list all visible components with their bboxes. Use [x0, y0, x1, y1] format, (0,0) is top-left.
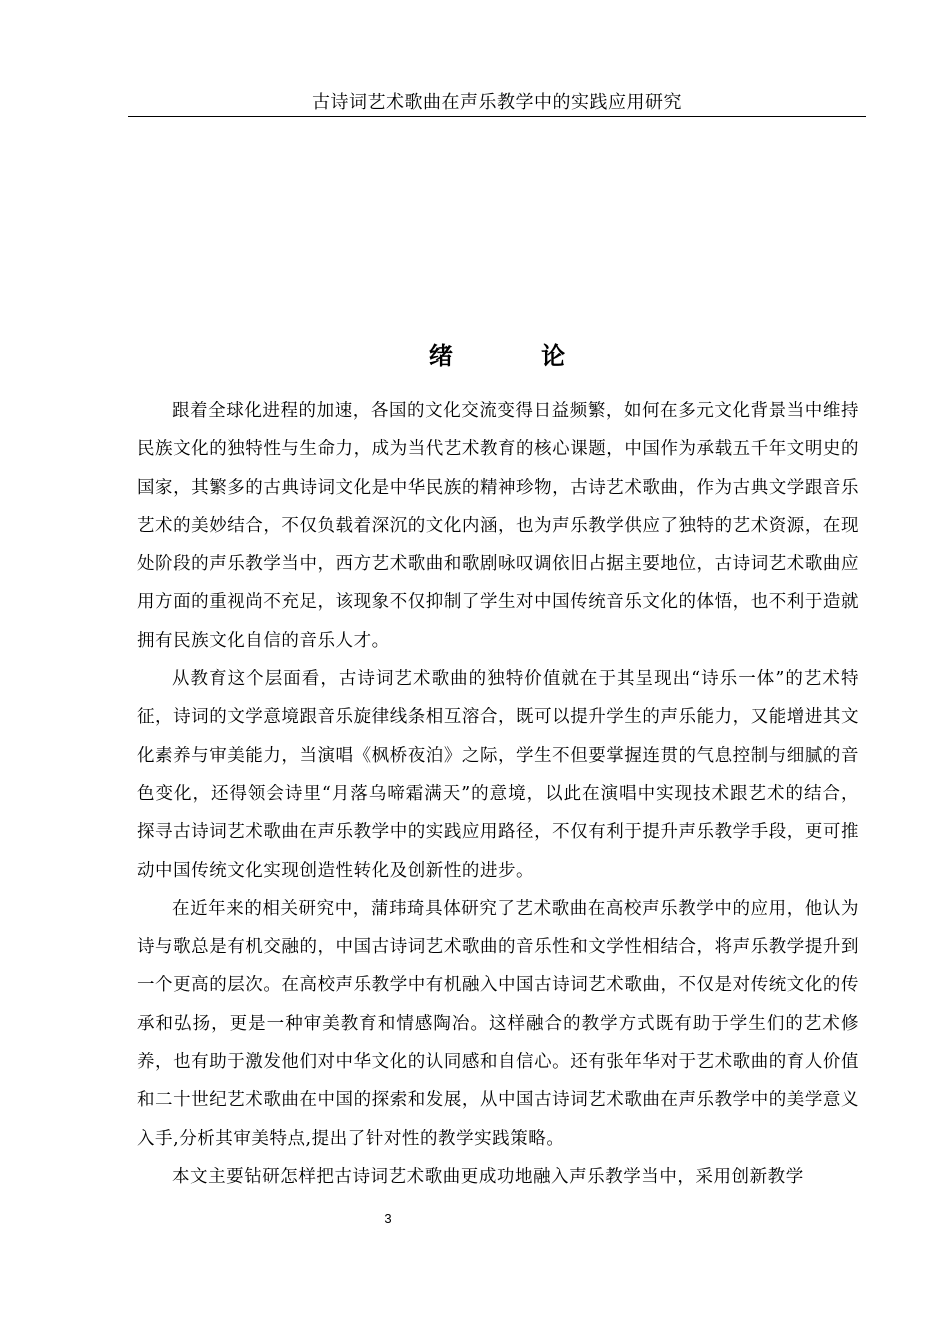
page-number: 3: [384, 1211, 392, 1226]
paragraph: 本文主要钻研怎样把古诗词艺术歌曲更成功地融入声乐教学当中，采用创新教学: [172, 1166, 804, 1187]
paragraph: 跟着全球化进程的加速，各国的文化交流变得日益频繁，如何在多元文化背景当中维持民族文化的独特性与生命力，成为当代艺术教育的核心课题，中国作为承载五千年文明史的国家，其繁多的古典诗词文化是中华民族的精神珍物，古诗艺术歌曲，作为古典文学跟音乐艺术的美妙结合，不仅负载着深沉的文化内涵，也为声乐教学供应了独特的艺术资源，在现处阶段的声乐教学当中，西方艺术歌曲和歌剧咏叹调依旧占据主要地位，古诗词艺术歌曲应用方面的重视尚不充足，该现象不仅抑制了学生对中国传统音乐文化的体悟，也不利于造就拥有民族文化自信的音乐人才。: [137, 401, 859, 651]
paragraph: 从教育这个层面看，古诗词艺术歌曲的独特价值就在于其呈现出“诗乐一体”的艺术特征，诗词的文学意境跟音乐旋律线条相互溶合，既可以提升学生的声乐能力，又能增进其文化素养与审美能力，当演唱《枫桥夜泊》之际，学生不但要掌握连贯的气息控制与细腻的音色变化，还得领会诗里“月落乌啼霜满天”的意境，以此在演唱中实现技术跟艺术的结合，探寻古诗词艺术歌曲在声乐教学中的实践应用路径，不仅有利于提升声乐教学手段，更可推动中国传统文化实现创造性转化及创新性的进步。: [137, 669, 859, 881]
section-title: 绪 论: [428, 342, 606, 370]
running-header: 古诗词艺术歌曲在声乐教学中的实践应用研究: [312, 92, 682, 113]
header-rule: [128, 116, 866, 117]
body-text: [137, 392, 859, 1196]
paragraph: 在近年来的相关研究中，蒲玮琦具体研究了艺术歌曲在高校声乐教学中的应用，他认为诗与歌总是有机交融的，中国古诗词艺术歌曲的音乐性和文学性相结合，将声乐教学提升到一个更高的层次。在高校声乐教学中有机融入中国古诗词艺术歌曲，不仅是对传统文化的传承和弘扬，更是一种审美教育和情感陶冶。这样融合的教学方式既有助于学生们的艺术修养，也有助于激发他们对中华文化的认同感和自信心。还有张年华对于艺术歌曲的育人价值和二十世纪艺术歌曲在中国的探索和发展，从中国古诗词艺术歌曲在声乐教学中的美学意义入手,分析其审美特点,提出了针对性的教学实践策略。: [137, 898, 859, 1149]
